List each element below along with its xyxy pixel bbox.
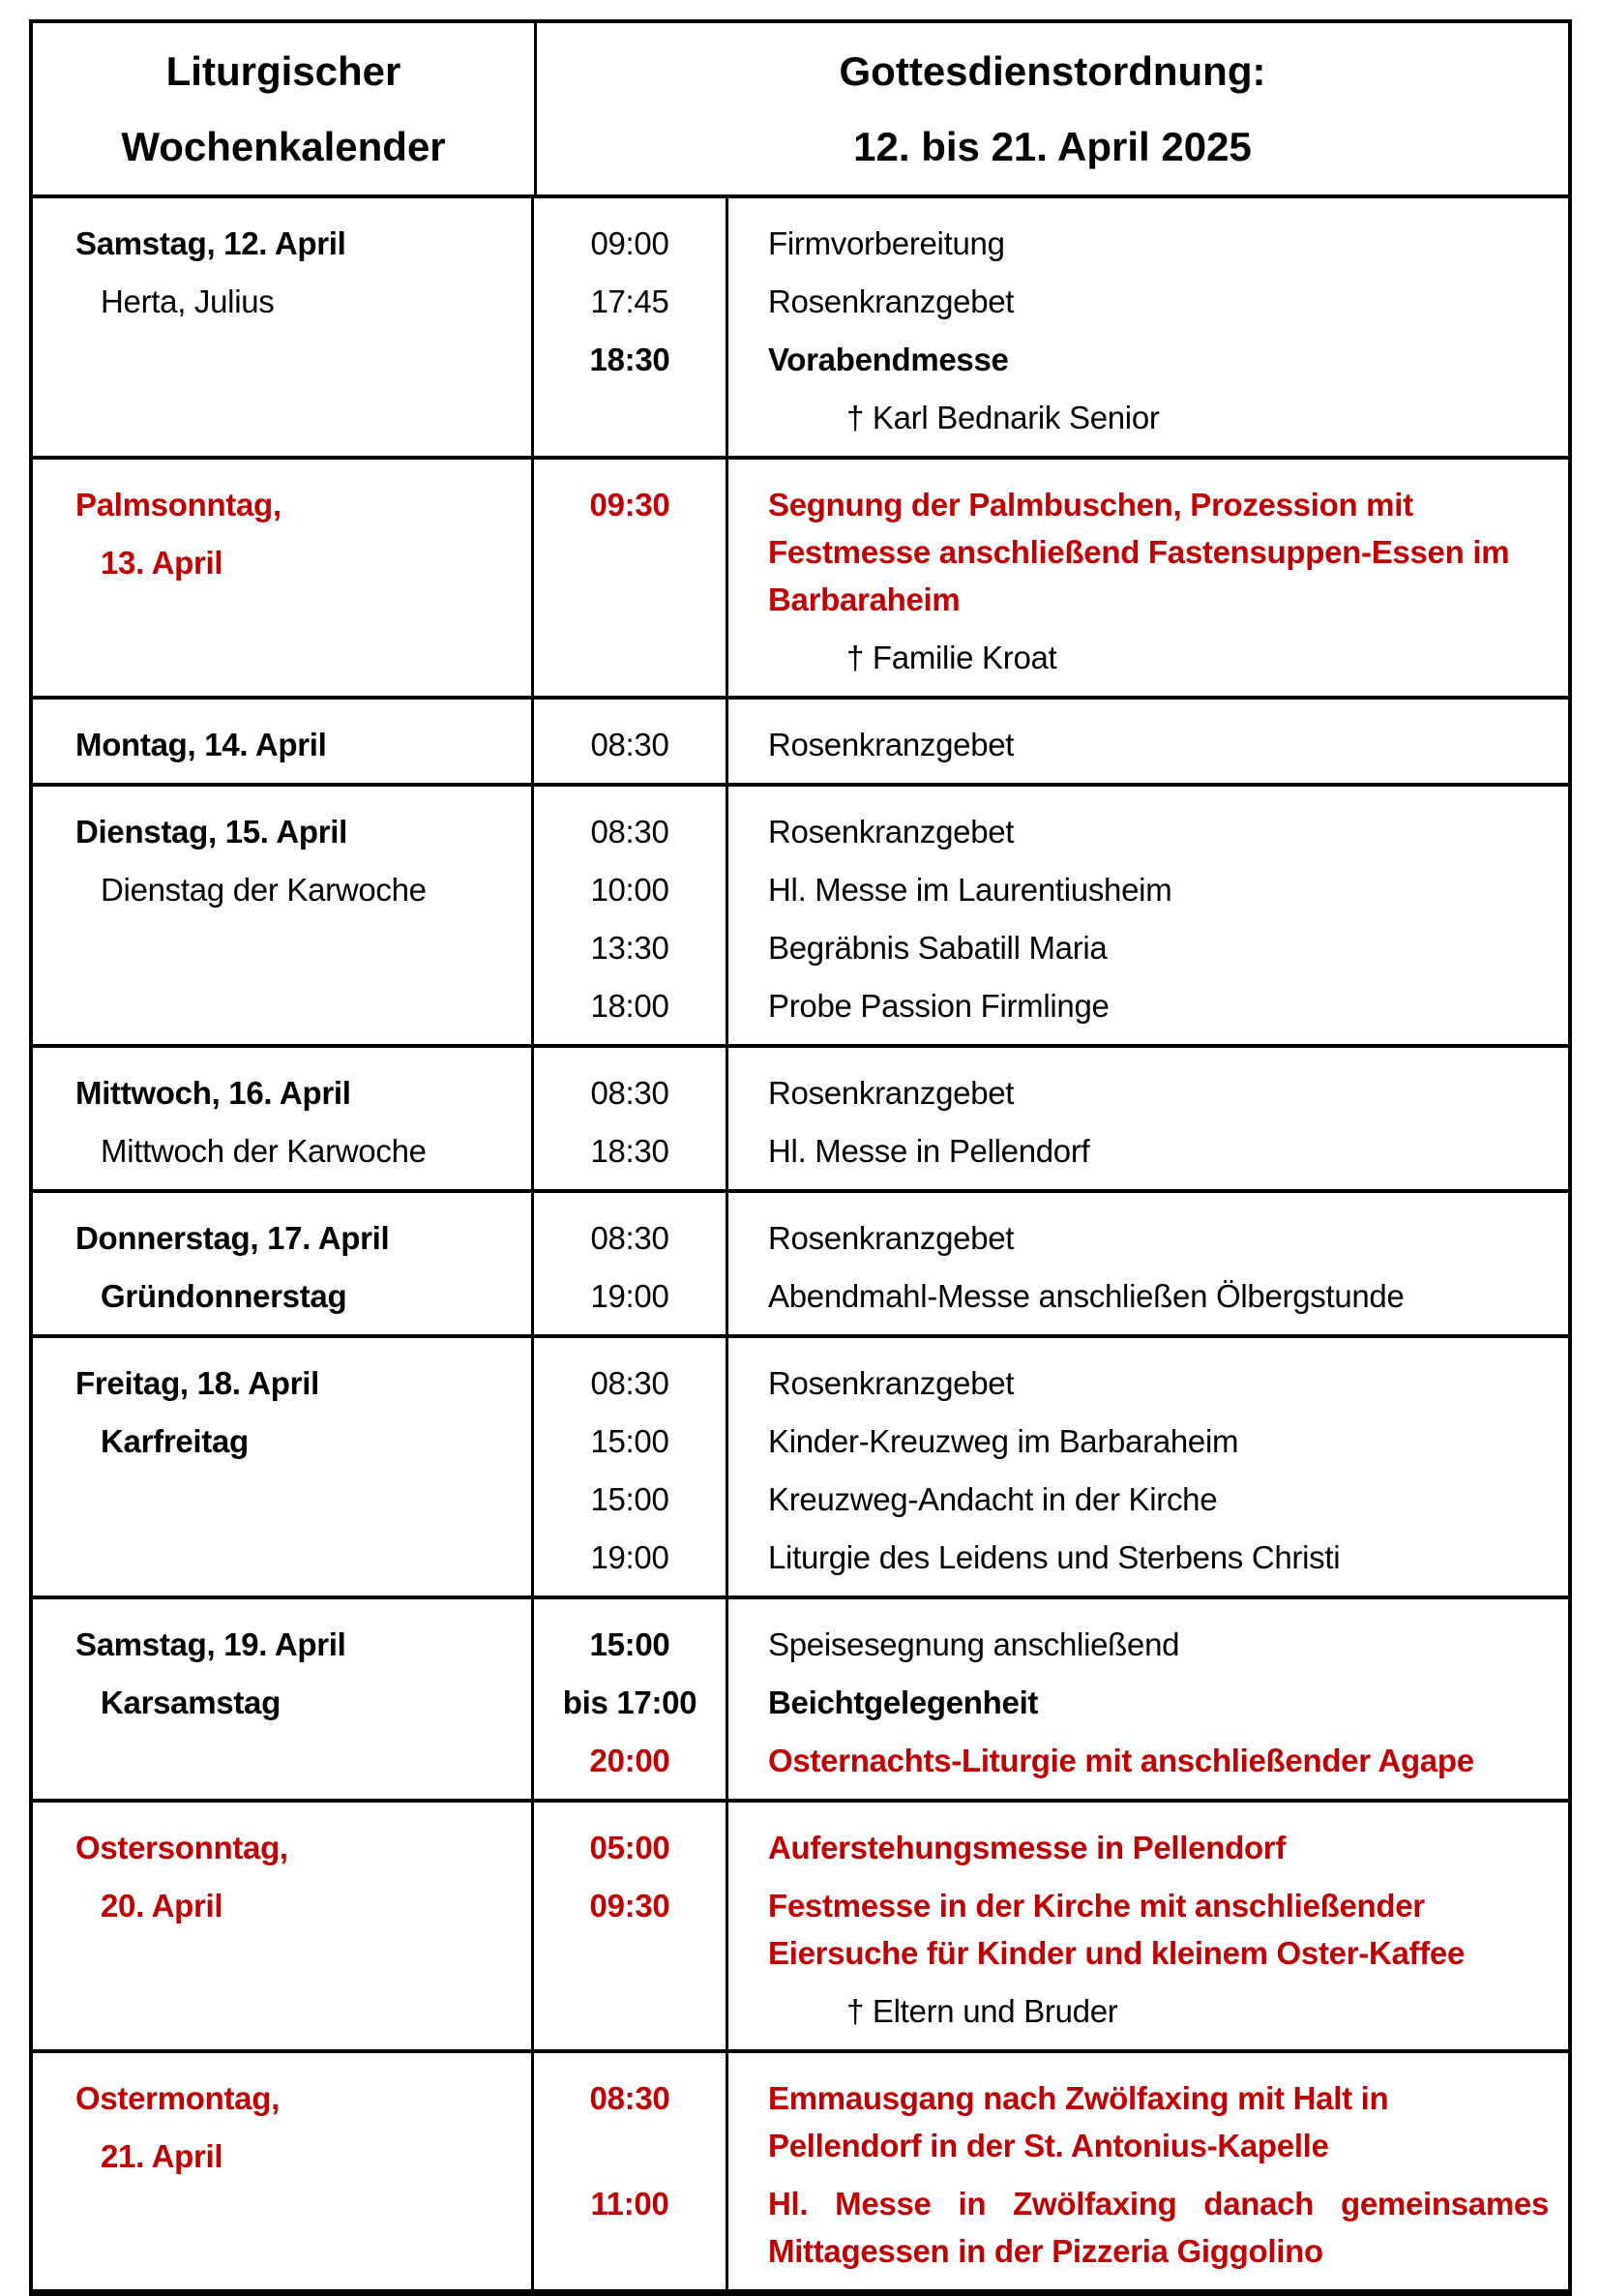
- entry-text: Festmesse in der Kirche mit anschließender Eiersuche für Kinder und kleinem Oster-Kaffee: [768, 1888, 1466, 1971]
- entry-text: Kinder-Kreuzweg im Barbaraheim: [768, 1423, 1239, 1459]
- table-row: [33, 1799, 1568, 2049]
- entry-time: 18:30: [589, 342, 670, 377]
- entry-text: Rosenkranzgebet: [768, 814, 1015, 850]
- entry-time: 08:30: [590, 727, 669, 762]
- schedule-entry: [534, 1737, 1568, 1784]
- schedule-entry: [534, 220, 1568, 267]
- day-cell: [33, 198, 534, 456]
- header-left-line2: Wochenkalender: [121, 123, 446, 169]
- schedule-cell: [534, 1338, 1568, 1595]
- table-row: [33, 783, 1568, 1044]
- entry-time: 15:00: [590, 1481, 669, 1517]
- entry-text: Rosenkranzgebet: [768, 283, 1015, 319]
- day-subtitle: Karfreitag: [101, 1423, 249, 1459]
- table-row: [33, 1334, 1568, 1595]
- day-subtitle: Gründonnerstag: [101, 1278, 347, 1314]
- entry-time: [534, 1987, 728, 2035]
- schedule-entry: [534, 481, 1568, 623]
- schedule-cell: [534, 700, 1568, 783]
- schedule-entry: [534, 1476, 1568, 1523]
- header-row: [33, 23, 1568, 194]
- schedule-cell: [534, 1803, 1568, 2049]
- entry-text: Beichtgelegenheit: [768, 1685, 1039, 1720]
- entry-text: Rosenkranzgebet: [768, 1220, 1015, 1256]
- day-cell: [33, 1193, 534, 1334]
- schedule-entry: [534, 1127, 1568, 1175]
- day-cell: [33, 787, 534, 1044]
- entry-time: 18:00: [590, 988, 669, 1024]
- schedule-entry: [534, 721, 1568, 768]
- schedule-cell: [534, 1599, 1568, 1799]
- day-subtitle: 20. April: [101, 1888, 223, 1923]
- entry-text: Osternachts-Liturgie mit anschließender Agape: [768, 1743, 1474, 1778]
- entry-time: 13:30: [590, 930, 669, 966]
- schedule-entry: [534, 394, 1568, 441]
- schedule-entry: [534, 1679, 1568, 1726]
- day-title: Mittwoch, 16. April: [75, 1075, 351, 1111]
- entry-time: bis 17:00: [562, 1685, 697, 1720]
- schedule-cell: [534, 1193, 1568, 1334]
- day-subtitle: Karsamstag: [101, 1685, 281, 1720]
- table-row: [33, 1189, 1568, 1334]
- table-row: [33, 2049, 1568, 2289]
- schedule-entry: [534, 1824, 1568, 1871]
- entry-time: 09:30: [589, 487, 670, 522]
- schedule-entry: [534, 2074, 1568, 2169]
- table-row: [33, 1595, 1568, 1799]
- table-row: [33, 194, 1568, 456]
- day-cell: [33, 1048, 534, 1189]
- entry-time: 19:00: [590, 1278, 669, 1314]
- entry-text: Hl. Messe in Zwölfaxing danach gemeinsames Mittagessen in der Pizzeria Giggolino: [768, 2186, 1549, 2269]
- header-right-cell: [537, 23, 1568, 194]
- schedule-entry: [534, 808, 1568, 855]
- day-title: Donnerstag, 17. April: [75, 1220, 390, 1256]
- entry-time: 10:00: [590, 872, 669, 908]
- day-subtitle: Dienstag der Karwoche: [101, 872, 427, 908]
- calendar-body: [33, 194, 1568, 2289]
- day-title: Samstag, 19. April: [75, 1626, 346, 1662]
- entry-text: Begräbnis Sabatill Maria: [768, 930, 1108, 966]
- entry-time: 20:00: [589, 1743, 670, 1778]
- day-title: Dienstag, 15. April: [75, 814, 347, 850]
- entry-time: 08:30: [590, 1075, 669, 1111]
- day-title: Ostermontag,: [75, 2080, 280, 2116]
- entry-text: Rosenkranzgebet: [768, 727, 1015, 762]
- entry-time: 11:00: [590, 2186, 669, 2221]
- schedule-entry: [534, 336, 1568, 383]
- schedule-entry: [534, 1272, 1568, 1320]
- entry-time: 08:30: [590, 814, 669, 850]
- table-row: [33, 1044, 1568, 1189]
- day-subtitle: 21. April: [101, 2138, 223, 2174]
- schedule-entry: [534, 1621, 1568, 1668]
- entry-time: 09:00: [590, 225, 669, 261]
- schedule-entry: [534, 1069, 1568, 1117]
- entry-time: 15:00: [590, 1423, 669, 1459]
- day-title: Palmsonntag,: [75, 487, 281, 522]
- schedule-entry: [534, 982, 1568, 1029]
- entry-text: Abendmahl-Messe anschließen Ölbergstunde: [768, 1278, 1405, 1314]
- header-left-line1: Liturgischer: [165, 47, 401, 94]
- entry-text: Hl. Messe in Pellendorf: [768, 1133, 1090, 1169]
- schedule-entry: [534, 278, 1568, 325]
- entry-text: † Eltern und Bruder: [846, 1993, 1118, 2029]
- table-row: [33, 696, 1568, 783]
- entry-time: 08:30: [589, 2080, 670, 2116]
- entry-text: Kreuzweg-Andacht in der Kirche: [768, 1481, 1218, 1517]
- day-title: Montag, 14. April: [75, 727, 327, 762]
- entry-time: [534, 394, 728, 441]
- day-title: Ostersonntag,: [75, 1830, 288, 1865]
- schedule-entry: [534, 2180, 1568, 2275]
- schedule-entry: [534, 1359, 1568, 1407]
- entry-text: † Karl Bednarik Senior: [846, 400, 1160, 435]
- schedule-entry: [534, 1882, 1568, 1977]
- schedule-cell: [534, 198, 1568, 456]
- entry-time: [534, 634, 728, 681]
- schedule-cell: [534, 2053, 1568, 2289]
- day-cell: [33, 1338, 534, 1595]
- header-left-cell: [33, 23, 537, 194]
- entry-time: 08:30: [590, 1220, 669, 1256]
- entry-time: 15:00: [589, 1626, 670, 1662]
- day-cell: [33, 2053, 534, 2289]
- entry-text: † Familie Kroat: [846, 640, 1057, 675]
- header-right-line2: 12. bis 21. April 2025: [853, 123, 1252, 169]
- schedule-entry: [534, 1534, 1568, 1581]
- entry-time: 05:00: [589, 1830, 670, 1865]
- day-title: Freitag, 18. April: [75, 1365, 319, 1401]
- schedule-entry: [534, 866, 1568, 913]
- schedule-entry: [534, 1417, 1568, 1465]
- entry-text: Emmausgang nach Zwölfaxing mit Halt in Pellendorf in der St. Antonius-Kapelle: [768, 2080, 1389, 2163]
- entry-text: Segnung der Palmbuschen, Prozession mit Festmesse anschließend Fastensuppen-Essen im Barbaraheim: [768, 487, 1510, 617]
- entry-text: Rosenkranzgebet: [768, 1365, 1015, 1401]
- schedule-entry: [534, 924, 1568, 971]
- schedule-cell: [534, 1048, 1568, 1189]
- entry-time: 17:45: [590, 283, 669, 319]
- schedule-entry: [534, 1987, 1568, 2035]
- day-subtitle: Herta, Julius: [101, 283, 275, 319]
- day-cell: [33, 460, 534, 696]
- calendar-table: [29, 19, 1572, 2296]
- entry-text: Firmvorbereitung: [768, 225, 1005, 261]
- day-subtitle: Mittwoch der Karwoche: [101, 1133, 427, 1169]
- entry-time: 08:30: [590, 1365, 669, 1401]
- entry-time: 09:30: [589, 1888, 670, 1923]
- schedule-entry: [534, 634, 1568, 681]
- entry-text: Speisesegnung anschließend: [768, 1626, 1180, 1662]
- entry-text: Auferstehungsmesse in Pellendorf: [768, 1830, 1287, 1865]
- entry-text: Liturgie des Leidens und Sterbens Christi: [768, 1539, 1341, 1575]
- table-row: [33, 456, 1568, 696]
- schedule-entry: [534, 1214, 1568, 1262]
- schedule-cell: [534, 460, 1568, 696]
- day-title: Samstag, 12. April: [75, 225, 346, 261]
- entry-text: Hl. Messe im Laurentiusheim: [768, 872, 1172, 908]
- day-cell: [33, 700, 534, 783]
- day-cell: [33, 1599, 534, 1799]
- entry-text: Vorabendmesse: [768, 342, 1009, 377]
- entry-text: Rosenkranzgebet: [768, 1075, 1015, 1111]
- entry-time: 19:00: [590, 1539, 669, 1575]
- schedule-cell: [534, 787, 1568, 1044]
- header-right-line1: Gottesdienstordnung:: [839, 47, 1266, 94]
- entry-time: 18:30: [590, 1133, 669, 1169]
- day-cell: [33, 1803, 534, 2049]
- entry-text: Probe Passion Firmlinge: [768, 988, 1110, 1024]
- day-subtitle: 13. April: [101, 545, 223, 581]
